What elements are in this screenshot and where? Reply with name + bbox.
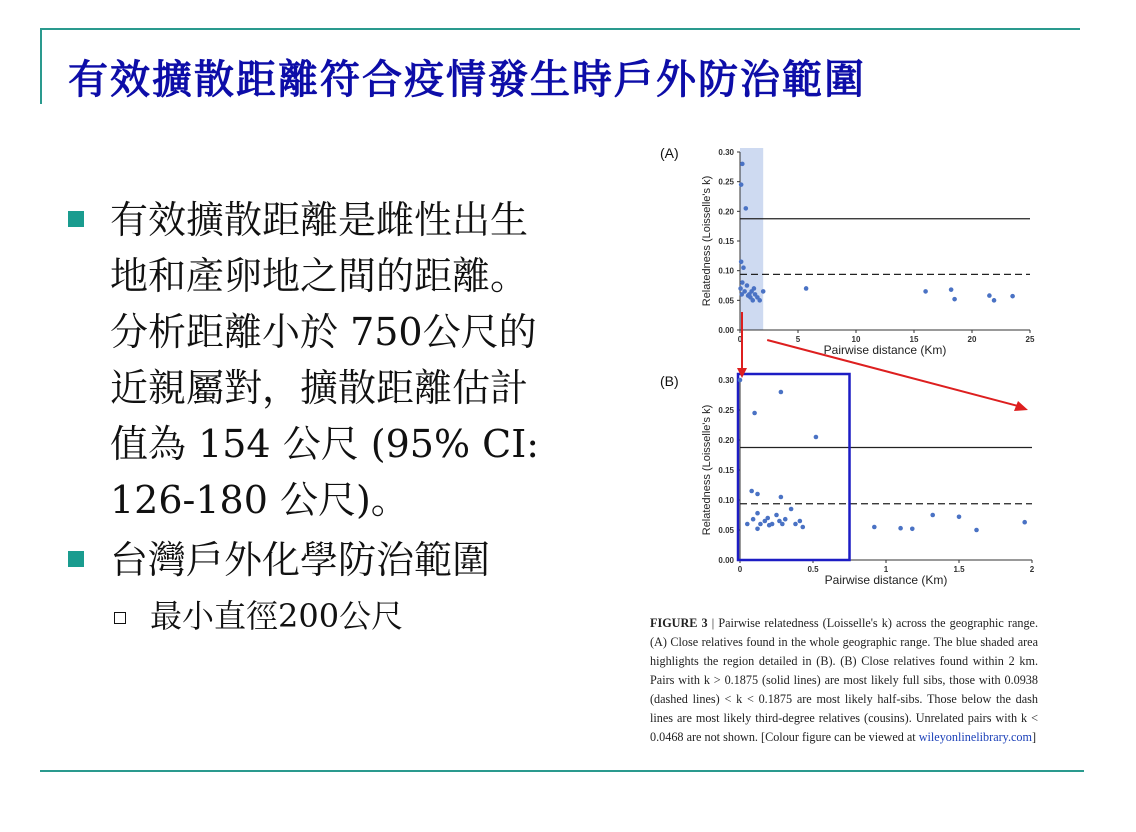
data-point: [814, 435, 819, 440]
data-point: [738, 378, 743, 383]
data-point: [779, 390, 784, 395]
data-point: [747, 292, 752, 297]
data-point: [739, 292, 744, 297]
data-point: [765, 516, 770, 521]
shaded-region: [740, 148, 763, 330]
caption-separator: |: [711, 616, 715, 630]
y-tick-label: 0.10: [718, 266, 734, 276]
bullet-line: 近親屬對，擴散距離估計: [110, 366, 529, 410]
data-point: [779, 495, 784, 500]
zoom-arrow-diagonal-head: [1014, 401, 1028, 411]
data-point: [774, 513, 779, 518]
data-point: [923, 289, 928, 294]
y-tick-label: 0.10: [718, 496, 734, 505]
data-point: [752, 411, 757, 416]
x-tick-label: 0: [737, 335, 743, 344]
data-point: [780, 522, 785, 527]
data-point: [1010, 294, 1015, 299]
y-axis-label: Relatedness (Loisselle's k): [701, 404, 713, 536]
data-point: [751, 517, 756, 522]
y-tick-label: 0.00: [718, 556, 734, 565]
y-axis-label: Relatedness (Loisselle's k): [701, 175, 713, 307]
y-tick-label: 0.30: [718, 148, 734, 157]
data-point: [752, 286, 757, 291]
data-point: [949, 287, 954, 292]
data-point: [745, 283, 750, 288]
data-point: [749, 489, 754, 494]
hollow-square-bullet-icon: [114, 612, 126, 624]
data-point: [744, 206, 749, 211]
y-tick-label: 0.20: [718, 436, 734, 445]
panel-label: (A): [660, 145, 679, 161]
caption-tail: ]: [1032, 730, 1037, 744]
data-point: [767, 523, 772, 528]
y-tick-label: 0.00: [718, 326, 734, 335]
data-point: [974, 528, 979, 533]
bullet-line: 分析距離小於 750公尺的: [110, 310, 537, 354]
y-tick-label: 0.05: [718, 526, 734, 535]
data-point: [798, 519, 803, 524]
title-rule-left: [40, 28, 42, 104]
data-point: [740, 280, 745, 285]
x-tick-label: 0.5: [807, 565, 819, 574]
figure-caption: [650, 614, 1038, 747]
bullet-item-control-range: [62, 532, 642, 588]
data-point: [738, 286, 743, 291]
x-axis-label: Pairwise distance (Km): [824, 573, 948, 587]
data-point: [793, 522, 798, 527]
data-point: [783, 517, 788, 522]
x-axis-label: Pairwise distance (Km): [823, 343, 947, 357]
data-point: [800, 525, 805, 530]
y-tick-label: 0.15: [718, 466, 734, 475]
bullet-line: 126-180 公尺)。: [110, 478, 409, 522]
y-tick-label: 0.25: [718, 406, 734, 415]
square-bullet-icon: [68, 551, 84, 567]
data-point: [930, 513, 935, 518]
highlight-box: [738, 374, 850, 560]
data-point: [789, 507, 794, 512]
title-rule-top: [40, 28, 1080, 30]
data-point: [910, 527, 915, 532]
x-tick-label: 2: [1029, 565, 1035, 574]
data-point: [739, 182, 744, 187]
x-tick-label: 0: [737, 565, 743, 574]
relatedness-figure: [650, 140, 1050, 620]
panel-label: (B): [660, 373, 679, 389]
x-tick-label: 20: [967, 335, 977, 344]
y-tick-label: 0.15: [718, 237, 734, 246]
x-tick-label: 1.5: [953, 565, 965, 574]
bottom-rule: [40, 770, 1084, 772]
data-point: [804, 286, 809, 291]
data-point: [745, 522, 750, 527]
data-point: [987, 293, 992, 298]
data-point: [1022, 520, 1027, 525]
data-point: [741, 265, 746, 270]
caption-link[interactable]: wileyonlinelibrary.com: [918, 730, 1032, 744]
y-tick-label: 0.20: [718, 207, 734, 217]
square-bullet-icon: [68, 211, 84, 227]
caption-text: Pairwise relatedness (Loisselle's k) across the geographic range. (A) Close relatives found in the whole geographic range. The blue shaded area highlights the region detailed in (B). (B) Close relatives found within 2 km. Pairs with k > 0.1875 (solid lines) are most likely full sibs, those with 0.0938 (dashed lines) < k < 0.1875 are most likely half-sibs. Those below the dash lines are most likely third-degree relatives (cousins). Unrelated pairs with k < 0.0468 are not shown. [Colour figure can be viewed at: [650, 616, 1039, 744]
data-point: [758, 522, 763, 527]
data-point: [755, 511, 760, 516]
data-point: [757, 298, 762, 303]
bullet-list: [62, 192, 642, 640]
slide-title: 有效擴散距離符合疫情發生時戶外防治範圍: [68, 56, 866, 103]
y-tick-label: 0.25: [718, 177, 734, 187]
bullet-line: 地和產卵地之間的距離。: [110, 254, 529, 298]
bullet-line: 台灣戶外化學防治範圍: [110, 538, 491, 582]
data-point: [952, 297, 957, 302]
data-point: [750, 298, 755, 303]
data-point: [761, 289, 766, 294]
y-tick-label: 0.05: [718, 296, 734, 306]
data-point: [740, 162, 745, 167]
sub-bullet-item: [62, 592, 642, 640]
data-point: [755, 527, 760, 532]
bullet-line: 有效擴散距離是雌性出生: [110, 198, 529, 242]
x-tick-label: 5: [795, 335, 801, 344]
data-point: [739, 259, 744, 264]
x-tick-label: 1: [883, 565, 889, 574]
x-tick-label: 10: [851, 335, 861, 344]
x-tick-label: 15: [909, 335, 919, 344]
caption-label: FIGURE 3: [650, 616, 708, 630]
data-point: [957, 515, 962, 520]
sub-bullet-line: 最小直徑200公尺: [150, 597, 404, 635]
data-point: [872, 525, 877, 530]
data-point: [992, 298, 997, 303]
x-tick-label: 25: [1025, 335, 1035, 344]
bullet-line: 值為 154 公尺 (95% CI:: [110, 422, 540, 466]
data-point: [898, 526, 903, 531]
data-point: [755, 492, 760, 497]
y-tick-label: 0.30: [718, 376, 734, 385]
bullet-item-dispersal: [62, 192, 642, 528]
